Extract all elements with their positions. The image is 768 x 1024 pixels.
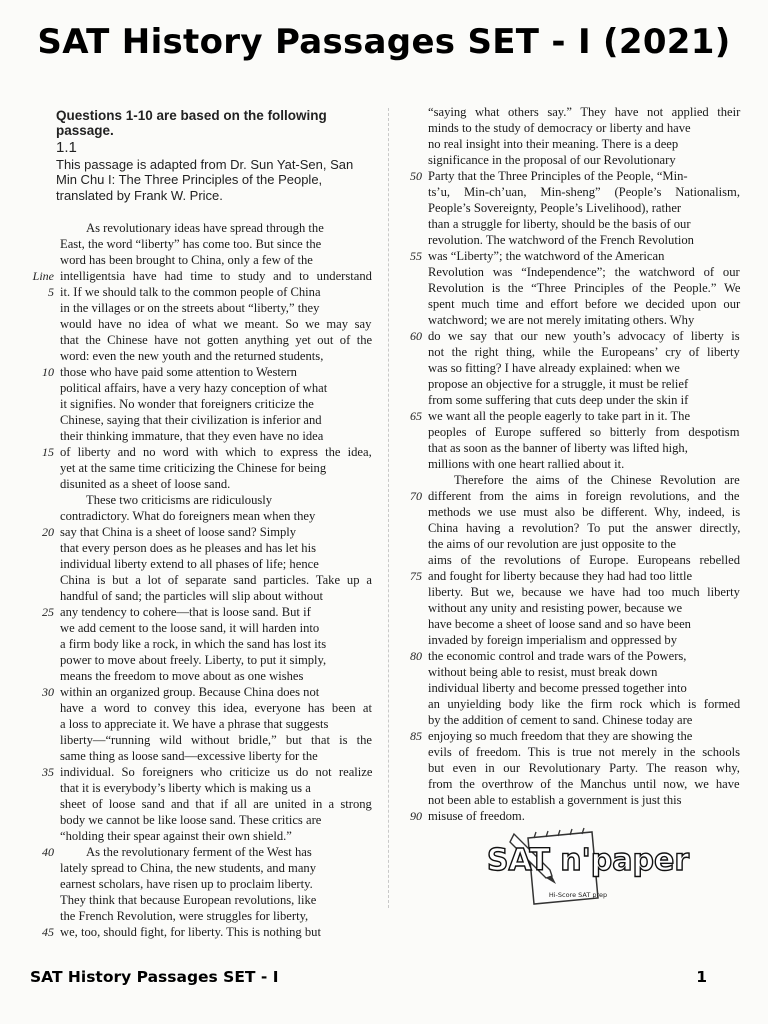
questions-intro: Questions 1-10 are based on the following passage. [56, 108, 327, 138]
line-number: 25 [42, 605, 54, 619]
passage-line: that it is everybody’s liberty which is making us a [60, 781, 311, 795]
passage-line: Revolution was “Independence”; the watchword of our [428, 265, 740, 279]
column-divider [388, 108, 389, 908]
passage-line: invaded by foreign imperialism and oppressed by [428, 633, 678, 647]
passage-line: propose an objective for a struggle, it must be relief [428, 377, 689, 391]
line-number: 45 [42, 925, 54, 939]
passage-line: was so fitting? I have already explained: when we [428, 361, 680, 375]
passage-line: peoples of Europe suffered so bitterly from despotism [428, 425, 740, 439]
passage-line: from the overthrow of the Manchus until now, we have [428, 777, 740, 791]
passage-line: evils of freedom. This is true not merely in the schools [428, 745, 741, 759]
passage-line: those who have paid some attention to Western [60, 365, 297, 379]
line-number: 40 [42, 845, 54, 859]
passage-line: handful of sand; the particles will slip about without [60, 589, 324, 603]
passage-line: we want all the people eagerly to take part in it. The [428, 409, 691, 423]
passage-line: aims of the revolutions of Europe. Europeans rebelled [428, 553, 741, 567]
passage-line: individual liberty and become pressed together into [428, 681, 687, 695]
passage-line: an unyielding body like the firm rock which is formed [428, 697, 741, 711]
passage-column-left [60, 220, 373, 939]
passage-line: was “Liberty”; the watchword of the American [428, 249, 665, 263]
passage-line: their thinking immature, that they even have no idea [60, 429, 324, 443]
passage-line: People’s Sovereignty, People’s Livelihood), rather [428, 201, 682, 215]
passage-line: disunited as a sheet of loose sand. [60, 477, 231, 491]
passage-line: watchword; we are not merely imitating others. Why [428, 313, 695, 327]
passage-line: but even in our Revolutionary Party. The reason why, [428, 761, 740, 775]
line-number: 50 [410, 169, 422, 183]
passage-line: lately spread to China, the new students, and many [60, 861, 317, 875]
line-number: 15 [42, 445, 54, 459]
passage-line: by the addition of cement to sand. Chinese today are [428, 713, 693, 727]
passage-line: significance in the proposal of our Revolutionary [428, 153, 676, 167]
passage-line: we add cement to the loose sand, it will harden into [60, 621, 320, 635]
passage-line: different from the aims in foreign revolutions, and the [428, 489, 740, 503]
passage-line: intelligentsia have had time to study and to understand [60, 269, 372, 283]
passage-line: misuse of freedom. [428, 809, 525, 823]
line-number: 90 [410, 809, 422, 823]
passage-line: liberty. But we, because we have had too much liberty [428, 585, 740, 599]
passage-line: yet at the same time criticizing the Chinese for being [60, 461, 327, 475]
passage-line: power to move about freely. Liberty, to put it simply, [60, 653, 327, 667]
passage-line: the aims of our revolution are just opposite to the [428, 537, 676, 551]
passage-line: Therefore the aims of the Chinese Revolution are [454, 473, 740, 487]
passage-line: the French Revolution, were struggles for liberty, [60, 909, 309, 923]
passage-line: it signifies. No wonder that foreigners criticize the [60, 397, 314, 411]
passage-line: “saying what others say.” They have not applied their [428, 105, 741, 119]
passage-line: revolution. The watchword of the French Revolution [428, 233, 694, 247]
line-number: 60 [410, 329, 422, 343]
passage-line: methods we use must also be different. Why, indeed, is [428, 505, 741, 519]
line-number: 55 [410, 249, 422, 263]
passage-line: ts’u, Min-ch’uan, Min-sheng” (People’s Nationalism, [428, 185, 740, 199]
passage-line: Chinese, saying that their civilization is inferior and [60, 413, 322, 427]
passage-line: without any unity and resisting power, because we [428, 601, 683, 615]
passage-line: a firm body like a rock, in which the sand has lost its [60, 637, 327, 651]
passage-line: liberty—“running wild without bridle,” but that is the [60, 733, 373, 747]
passage-line: means the freedom to move about as one wishes [60, 669, 304, 683]
passage-line: have become a sheet of loose sand and so have been [428, 617, 691, 631]
passage-line: and fought for liberty because they had had too little [428, 569, 693, 583]
passage-line: within an organized group. Because China does not [60, 685, 320, 699]
passage-line: in the villages or on the streets about “liberty,” they [60, 301, 320, 315]
page-number: 1 [696, 968, 707, 986]
passage-line: millions with one heart rallied about it. [428, 457, 625, 471]
passage-line: “holding their spear against their own shield.” [60, 829, 292, 843]
passage-line: political affairs, have a very hazy conception of what [60, 381, 328, 395]
passage-line: than a struggle for liberty, should be the basis of our [428, 217, 691, 231]
passage-line: word has been brought to China, only a few of the [60, 253, 313, 267]
passage-line: that as soon as the banner of liberty was lifted high, [428, 441, 688, 455]
passage-line: word: even the new youth and the returned students, [60, 349, 324, 363]
passage-line: not been able to establish a government is just this [428, 793, 682, 807]
passage-line: that the Chinese have not gotten anything yet out of the [60, 333, 373, 347]
passage-line: Party that the Three Principles of the People, “Min- [428, 169, 688, 183]
question-set-number: 1.1 [56, 139, 77, 156]
passage-line: any tendency to cohere—that is loose sand. But if [60, 605, 311, 619]
passage-line: of liberty and no word with which to express the idea, [60, 445, 372, 459]
logo-wordmark [487, 843, 689, 878]
line-number: 75 [410, 569, 422, 583]
passage-line: They think that because European revolutions, like [60, 893, 317, 907]
passage-line: contradictory. What do foreigners mean when they [60, 509, 316, 523]
passage-line: enjoying so much freedom that they are showing the [428, 729, 693, 743]
passage-line: the economic control and trade wars of the Powers, [428, 649, 687, 663]
logo-text: SAT n'paper [486, 843, 690, 878]
passage-line: without being able to resist, must break down [428, 665, 658, 679]
passage-line: we, too, should fight, for liberty. This is nothing but [60, 925, 321, 939]
passage-line: have a word to convey this idea, everyone has been at [60, 701, 373, 715]
footer-title: SAT History Passages SET - I [30, 968, 279, 986]
line-number: 35 [42, 765, 54, 779]
passage-line: say that China is a sheet of loose sand? Simply [60, 525, 297, 539]
passage-line: same thing as loose sand—excessive liberty for the [60, 749, 318, 763]
passage-line: no real insight into their meaning. There is a deep [428, 137, 679, 151]
passage-line: These two criticisms are ridiculously [86, 493, 273, 507]
line-number: 65 [410, 409, 422, 423]
passage-line: spent much time and effort before we decided upon our [428, 297, 741, 311]
passage-line: earnest scholars, have risen up to proclaim liberty. [60, 877, 313, 891]
passage-line: do we say that our new youth’s advocacy of liberty is [428, 329, 740, 343]
line-number: 30 [42, 685, 54, 699]
line-number: 5 [48, 285, 54, 299]
passage-line: it. If we should talk to the common people of China [60, 285, 321, 299]
line-label: Line [32, 269, 54, 283]
passage-line: China is but a lot of separate sand particles. Take up a [60, 573, 372, 587]
passage-source: This passage is adapted from Dr. Sun Yat-Sen, San Min Chu I: The Three Principles of the People, translated by Frank W. Price. [56, 157, 354, 203]
passage-line: Revolution is the “Three Principles of the People.” We [428, 281, 741, 295]
logo-graphic [486, 828, 690, 910]
passage-line: minds to the study of democracy or liberty and have [428, 121, 691, 135]
passage-line: not the right thing, while the Europeans’ cry of liberty [428, 345, 740, 359]
line-number: 20 [42, 525, 54, 539]
passage-column-right [428, 104, 741, 823]
logo-tagline: Hi-Score SAT prep [548, 891, 608, 899]
passage-line: a loss to appreciate it. We have a phrase that suggests [60, 717, 329, 731]
line-number: 10 [42, 365, 54, 379]
passage-line: body we cannot be like loose sand. These critics are [60, 813, 322, 827]
passage-line: from some suffering that cuts deep under the skin if [428, 393, 689, 407]
line-number: 70 [410, 489, 422, 503]
passage-line: As the revolutionary ferment of the West has [86, 845, 312, 859]
line-number: 85 [410, 729, 422, 743]
passage-line: would have no idea of what we meant. So we may say [60, 317, 372, 331]
passage-line: individual. So foreigners who criticize us do not realize [60, 765, 373, 779]
passage-line: As revolutionary ideas have spread through the [86, 221, 324, 235]
passage-line: East, the word “liberty” has come too. But since the [60, 237, 322, 251]
page-title: SAT History Passages SET - I (2021) [37, 22, 731, 62]
passage-line: China having a revolution? To put the answer directly, [428, 521, 741, 535]
passage-line: sheet of loose sand and that if all are united in a strong [60, 797, 372, 811]
sat-n-paper-logo [486, 828, 690, 910]
passage-line: individual liberty extend to all phases of life; hence [60, 557, 319, 571]
line-number: 80 [410, 649, 422, 663]
passage-line: that every person does as he pleases and has let his [60, 541, 316, 555]
